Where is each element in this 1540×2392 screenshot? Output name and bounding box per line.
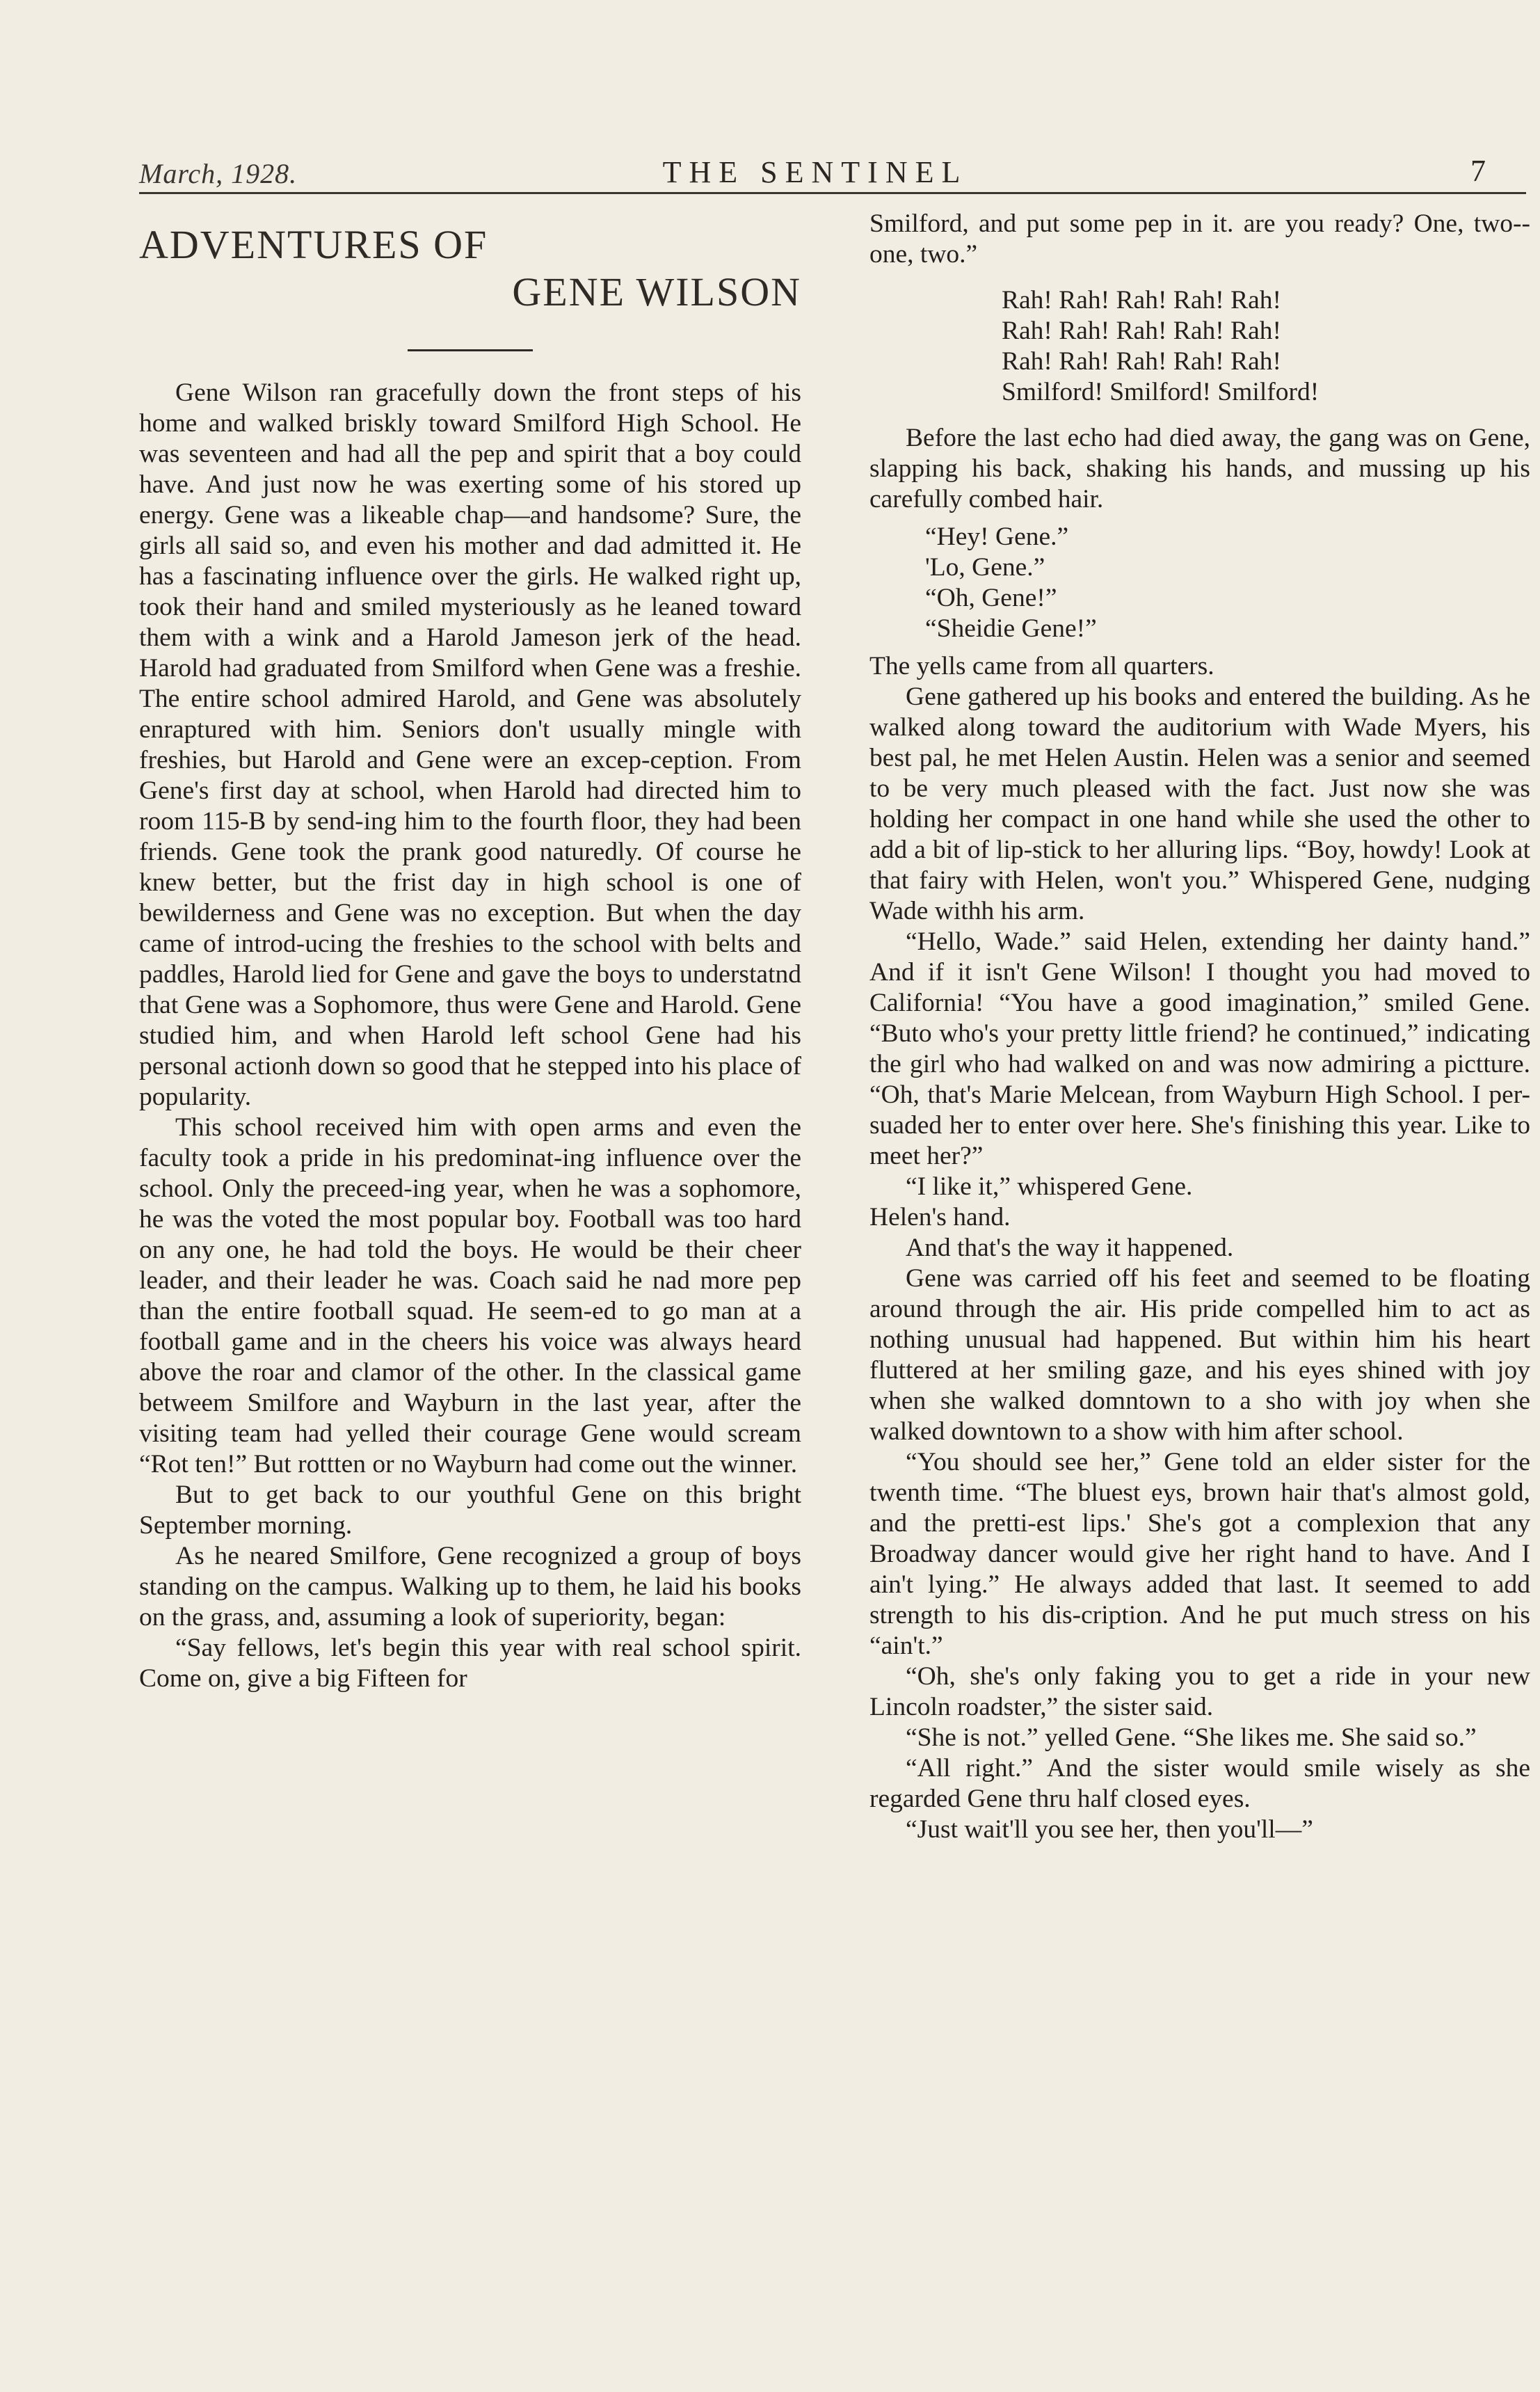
paragraph: Before the last echo had died away, the gang was on Gene, slapping his back, shaking his hands, and mussing up his carefully combed hair. <box>869 424 1530 513</box>
paragraph: Gene was carried off his feet and seemed to be floating around through the air. His pride compelled him to act as nothing unusual had happened. But within him his heart fluttered at her smiling gaze, and his eyes shined with joy when she walked domntown to a sho with joy when she walked downtown to a show with him after school. <box>869 1264 1530 1446</box>
title-rule <box>408 349 533 351</box>
paragraph: “Just wait'll you see her, then you'll—” <box>906 1815 1313 1844</box>
title-line-1: ADVENTURES OF <box>139 222 488 267</box>
paragraph: Helen's hand. <box>869 1203 1011 1231</box>
paragraph: “You should see her,” Gene told an elder sister for the twenth time. “The bluest eys, brown hair that's almost gold, and the pretti-est lips.' She's got a complexion that any Broadway dancer would give her right hand to have. And I ain't lying.” He always added that last. It seemed to add strength to his dis-cription. And he put much stress on his “ain't.” <box>869 1448 1530 1660</box>
header-rule <box>139 192 1526 194</box>
paragraph: “Say fellows, let's begin this year with real school spirit. Come on, give a big Fifteen for <box>139 1634 801 1693</box>
greetings-block <box>925 522 1530 644</box>
paragraph: Smilford, and put some pep in it. are you ready? One, two--one, two.” <box>869 209 1530 269</box>
paragraph: “Oh, she's only faking you to get a ride in your new Lincoln roadster,” the sister said. <box>869 1662 1530 1721</box>
paragraph: As he neared Smilfore, Gene recognized a group of boys standing on the campus. Walking up to them, he laid his books on the grass, and, assuming a look of superiority, began: <box>139 1542 801 1632</box>
page-number: 7 <box>1470 154 1486 188</box>
paragraph: This school received him with open arms and even the faculty took a pride in his predominat-ing influence over the school. Only the preceed-ing year, when he was a sophomore, he was the voted the most popular boy. Football was too hard on any one, he had told the boys. He would be their cheer leader, and their leader he was. Coach said he nad more pep than the entire football squad. He seem-ed to go man at a football game and in the cheers his voice was always heard above the roar and clamor of the other. In the classical game betweem Smilfore and Wayburn in the last year, after the visiting team had yelled their courage Gene would scream “Rot ten!” But rottten or no Wayburn had come out the winner. <box>139 1113 801 1478</box>
paragraph: Gene Wilson ran gracefully down the front steps of his home and walked briskly toward Smilford High School. He was seventeen and had all the pep and spirit that a boy could have. And just now he was exerting some of his stored up energy. Gene was a likeable chap—and handsome? Sure, the girls all said so, and even his mother and dad admitted it. He has a fascinating influence over the girls. He walked right up, took their hand and smiled mysteriously as he leaned toward them with a wink and a Harold Jameson jerk of the head. Harold had graduated from Smilford when Gene was a freshie. The entire school admired Harold, and Gene was absolutely enraptured with him. Seniors don't usually mingle with freshies, but Harold and Gene were an excep-ception. From Gene's first day at school, when Harold had directed him to room 115-B by send-ing him to the fourth floor, they had been friends. Gene took the prank good naturedly. Of course he knew better, but the frist day in high school is one of bewilderness and Gene was no exception. But when the day came of introd-ucing the freshies to the school with belts and paddles, Harold lied for Gene and gave the boys to understatnd that Gene was a Sophomore, thus were Gene and Harold. Gene studied him, and when Harold left school Gene had his personal actionh down so good that he stepped into his place of popularity. <box>139 378 801 1111</box>
greeting-line: 'Lo, Gene.” <box>925 553 1045 582</box>
right-column <box>869 209 1530 1845</box>
paragraph: The yells came from all quarters. <box>869 652 1214 680</box>
left-column-text <box>139 378 801 1694</box>
article-title <box>139 221 801 316</box>
paragraph: Gene gathered up his books and entered the building. As he walked along toward the auditorium with Wade Myers, his best pal, he met Helen Austin. Helen was a senior and seemed to be very much pleased with the fact. Just now she was holding her compact in one hand while she used the other to add a bit of lip-stick to her alluring lips. “Boy, howdy! Look at that fairy with Helen, won't you.” Whispered Gene, nudging Wade withh his arm. <box>869 683 1530 925</box>
title-line-2: GENE WILSON <box>512 269 801 314</box>
paragraph: But to get back to our youthful Gene on this bright September morning. <box>139 1481 801 1540</box>
paragraph: And that's the way it happened. <box>906 1234 1234 1262</box>
publication-title: THE SENTINEL <box>662 155 968 189</box>
greeting-line: “Oh, Gene!” <box>925 584 1057 612</box>
paragraph: “She is not.” yelled Gene. “She likes me. She said so.” <box>906 1723 1477 1752</box>
cheer-line: Rah! Rah! Rah! Rah! Rah! <box>1002 347 1281 376</box>
cheer-line: Rah! Rah! Rah! Rah! Rah! <box>1002 317 1281 345</box>
paragraph: “I like it,” whispered Gene. <box>906 1172 1193 1201</box>
right-column-text <box>869 209 1530 1845</box>
greeting-line: “Sheidie Gene!” <box>925 614 1097 643</box>
greeting-line: “Hey! Gene.” <box>925 523 1069 551</box>
paragraph: “Hello, Wade.” said Helen, extending her dainty hand.” And if it isn't Gene Wilson! I thought you had moved to California! “You have a good imagination,” smiled Gene. “Buto who's your pretty little friend? he continued,” indicating the girl who had walked on and was now admiring a pictture. “Oh, that's Marie Melcean, from Wayburn High School. I per-suaded her to enter over here. She's finishing this year. Like to meet her?” <box>869 927 1530 1170</box>
issue-date: March, 1928. <box>139 158 298 189</box>
cheer-line: Smilford! Smilford! Smilford! <box>1002 378 1320 406</box>
running-head <box>139 152 1491 193</box>
cheer-block <box>1002 285 1530 408</box>
paragraph: “All right.” And the sister would smile wisely as she regarded Gene thru half closed eyes. <box>869 1754 1530 1813</box>
cheer-line: Rah! Rah! Rah! Rah! Rah! <box>1002 286 1281 314</box>
left-column <box>139 209 801 1694</box>
